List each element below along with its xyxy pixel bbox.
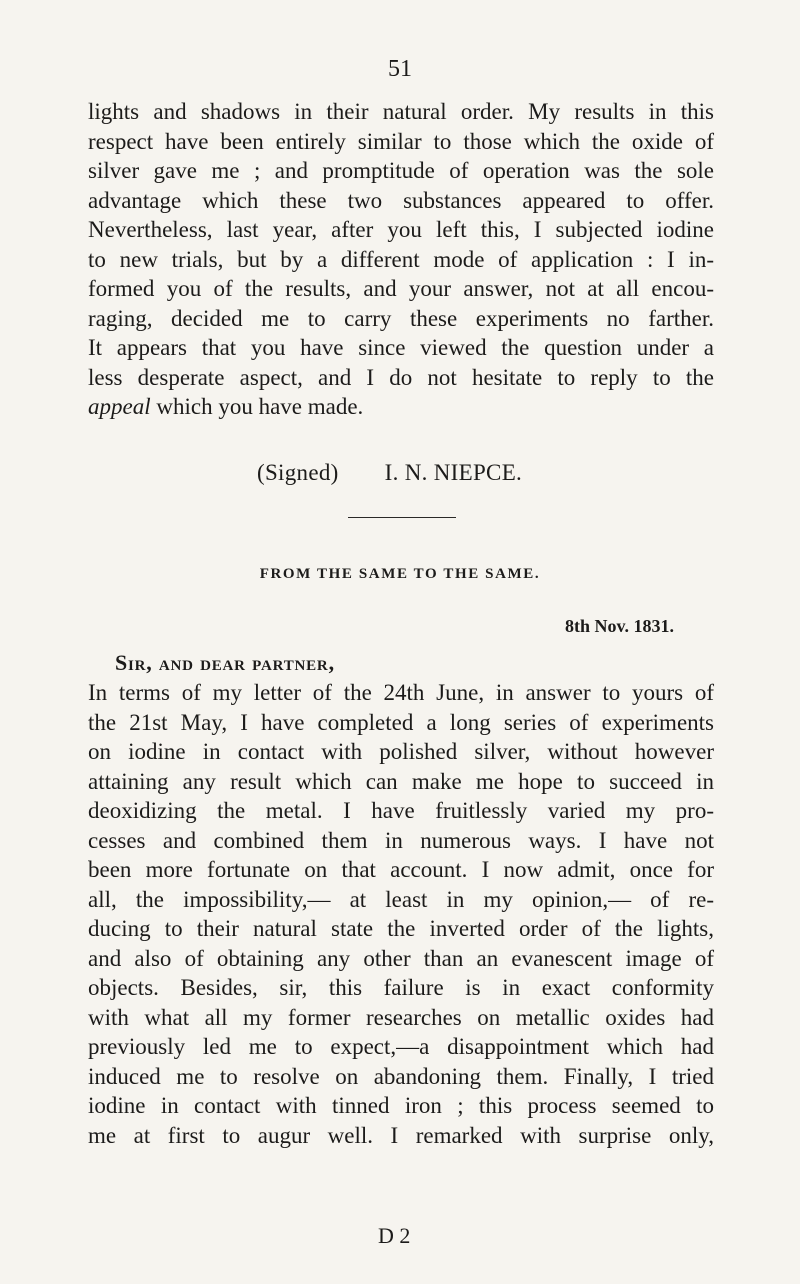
text-line: objects. Besides, sir, this failure is in exact conformity [88, 975, 714, 1000]
text-line: raging, decided me to carry these experiments no farther. [88, 305, 714, 331]
text-line: deoxidizing the metal. I have fruitlessly varied my pro- [88, 798, 714, 823]
text-line: with what all my former researches on metallic oxides had [88, 1004, 714, 1030]
signature [257, 460, 522, 486]
text-line: It appears that you have since viewed the question under a [88, 335, 714, 360]
text-line: previously led me to expect,—a disappointment which had [88, 1034, 714, 1059]
signed-label: (Signed) [257, 460, 339, 485]
text-line: cesses and combined them in numerous ways. I have not [88, 827, 714, 853]
text-line: to new trials, but by a different mode of application : I in- [88, 246, 714, 272]
salutation: Sir, and dear partner, [115, 650, 335, 675]
text-line: respect have been entirely similar to those which the oxide of [88, 128, 714, 154]
text-line-final [88, 392, 714, 422]
text-line: me at first to augur well. I remarked with surprise only, [88, 1122, 714, 1148]
italic-word: appeal [88, 394, 151, 419]
text-line: the 21st May, I have completed a long series of experiments [88, 709, 714, 735]
text-line: on iodine in contact with polished silver, without however [88, 739, 714, 764]
text-line: lights and shadows in their natural order. My results in this [88, 99, 714, 124]
signature-mark: D 2 [378, 1223, 411, 1248]
section-heading: FROM THE SAME TO THE SAME. [259, 566, 541, 582]
text-line: induced me to resolve on abandoning them. Finally, I tried [88, 1063, 714, 1089]
text-line: and also of obtaining any other than an evanescent image of [88, 945, 714, 971]
letter-date: 8th Nov. 1831. [565, 616, 675, 636]
signatory-name: I. N. NIEPCE. [384, 460, 523, 485]
text-fragment: which you have made. [150, 394, 364, 419]
text-line: In terms of my letter of the 24th June, in answer to yours of [88, 680, 714, 705]
text-line: advantage which these two substances appeared to offer. [88, 187, 714, 213]
text-line: formed you of the results, and your answer, not at all encou- [88, 276, 714, 301]
text-line: attaining any result which can make me hope to succeed in [88, 768, 714, 794]
letter-paragraph-1 [88, 97, 714, 422]
text-line: ducing to their natural state the inverted order of the lights, [88, 916, 714, 941]
text-line: silver gave me ; and promptitude of operation was the sole [88, 158, 714, 183]
text-line: been more fortunate on that account. I now admit, once for [88, 857, 714, 882]
section-divider [348, 517, 456, 518]
letter-paragraph-2 [88, 678, 714, 1150]
text-line: all, the impossibility,— at least in my opinion,— of re- [88, 886, 714, 912]
text-line: iodine in contact with tinned iron ; this process seemed to [88, 1093, 714, 1118]
text-line: Nevertheless, last year, after you left this, I subjected iodine [88, 217, 714, 242]
page-number: 51 [388, 56, 412, 82]
text-line: less desperate aspect, and I do not hesitate to reply to the [88, 364, 714, 390]
